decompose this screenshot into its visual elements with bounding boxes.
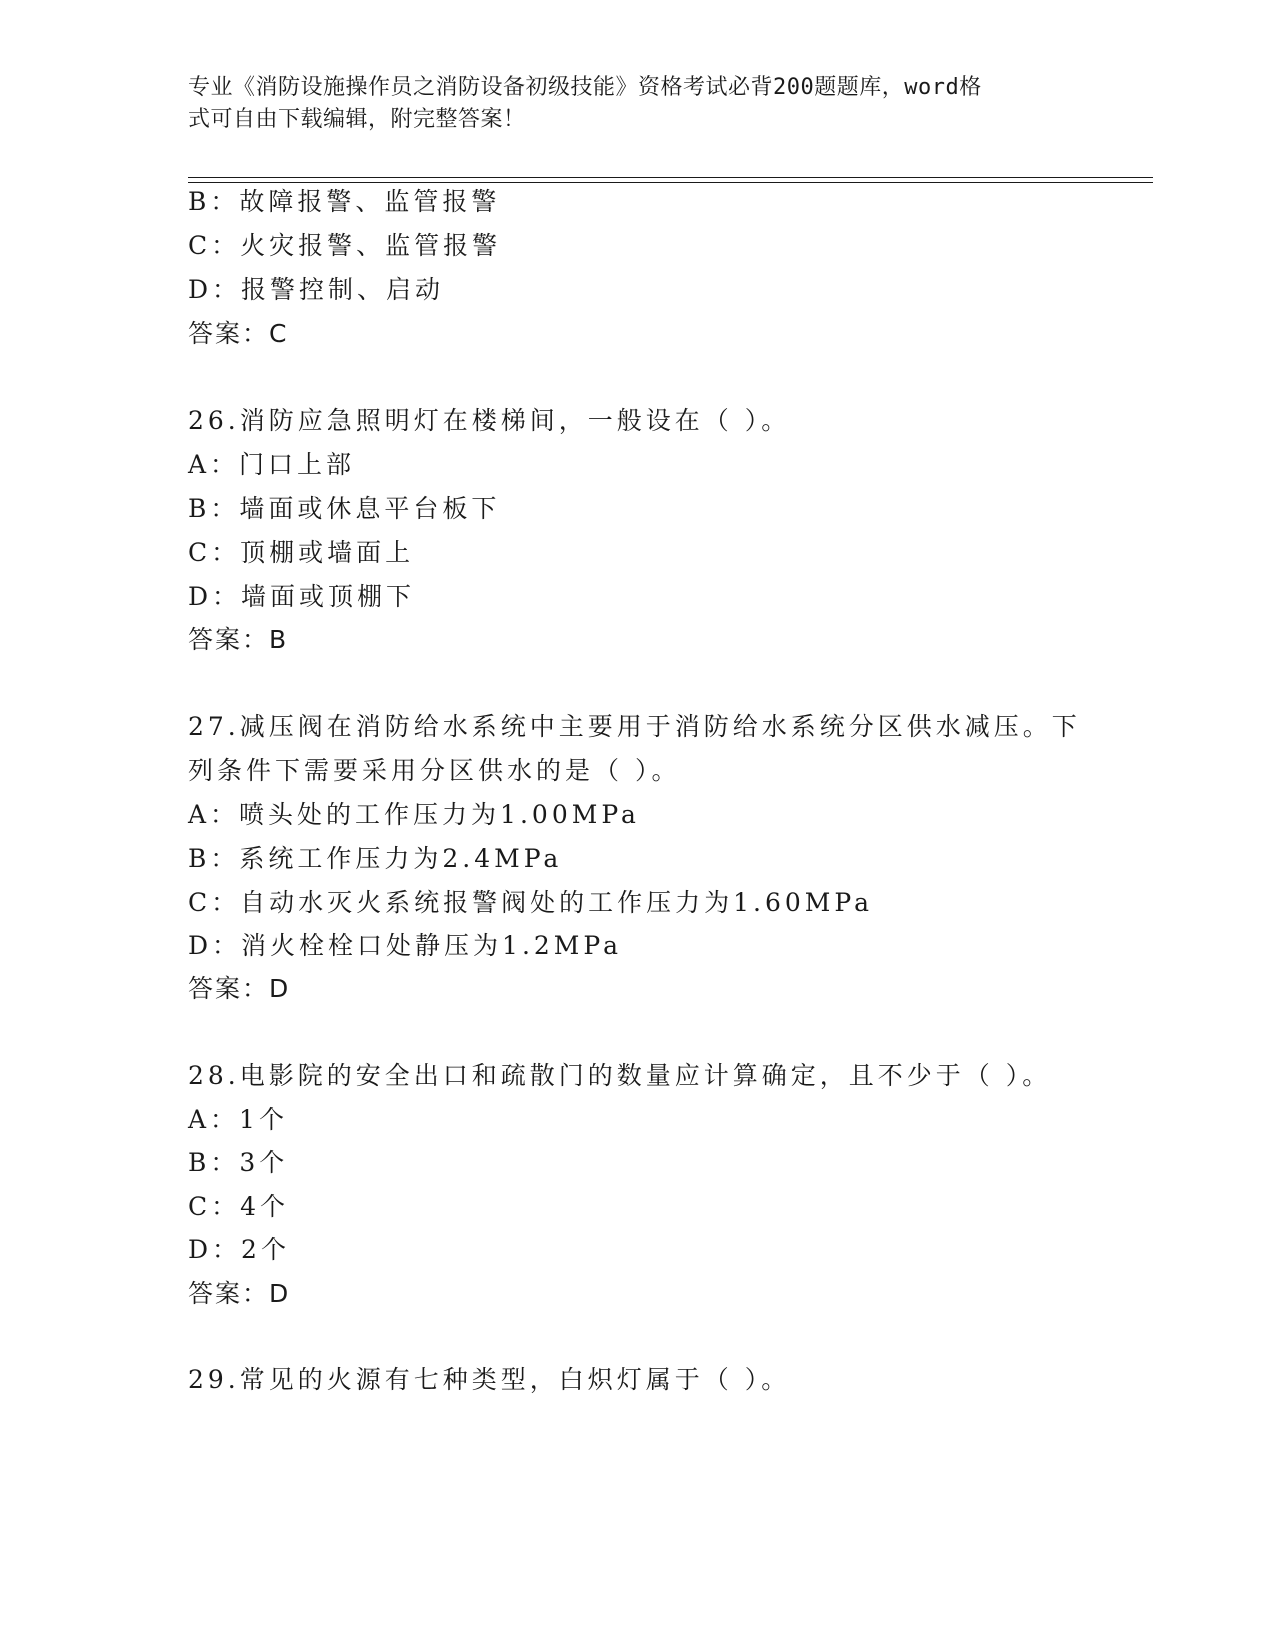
q25-option-c: C：火灾报警、监管报警 — [188, 231, 502, 260]
q27-answer: 答案：D — [188, 974, 291, 1003]
q26-answer: 答案：B — [188, 625, 289, 654]
q25-option-b: B：故障报警、监管报警 — [188, 187, 501, 216]
q29-stem: 29.常见的火源有七种类型，白炽灯属于（ ）。 — [188, 1365, 791, 1394]
q26-option-a: A：门口上部 — [188, 450, 356, 479]
q28-option-a: A：1个 — [188, 1105, 288, 1134]
q27-stem-line-1: 27.减压阀在消防给水系统中主要用于消防给水系统分区供水减压。下 — [188, 712, 1081, 741]
q26-option-c: C：顶棚或墙面上 — [188, 538, 415, 567]
q26-option-b: B：墙面或休息平台板下 — [188, 494, 501, 523]
q27-option-b: B：系统工作压力为2.4MPa — [188, 844, 563, 873]
header-divider-bottom — [188, 182, 1153, 183]
q28-answer: 答案：D — [188, 1279, 291, 1308]
q28-stem: 28.电影院的安全出口和疏散门的数量应计算确定，且不少于（ ）。 — [188, 1061, 1052, 1090]
q25-answer: 答案：C — [188, 319, 289, 348]
q26-stem: 26.消防应急照明灯在楼梯间，一般设在（ ）。 — [188, 406, 791, 435]
q28-option-c: C：4个 — [188, 1192, 290, 1221]
q27-stem-line-2: 列条件下需要采用分区供水的是（ ）。 — [188, 756, 681, 785]
q27-option-a: A：喷头处的工作压力为1.00MPa — [188, 800, 640, 829]
q27-option-d: D：消火栓栓口处静压为1.2MPa — [188, 931, 623, 960]
document-header — [188, 72, 1068, 136]
header-divider-top — [188, 177, 1153, 178]
q28-option-d: D：2个 — [188, 1235, 290, 1264]
q26-option-d: D：墙面或顶棚下 — [188, 582, 416, 611]
q25-option-d: D：报警控制、启动 — [188, 275, 445, 304]
header-line-1: 专业《消防设施操作员之消防设备初级技能》资格考试必背200题题库，word格 — [188, 75, 982, 100]
header-line-2: 式可自由下载编辑，附完整答案！ — [188, 107, 526, 132]
q28-option-b: B：3个 — [188, 1148, 289, 1177]
q27-option-c: C：自动水灭火系统报警阀处的工作压力为1.60MPa — [188, 888, 873, 917]
